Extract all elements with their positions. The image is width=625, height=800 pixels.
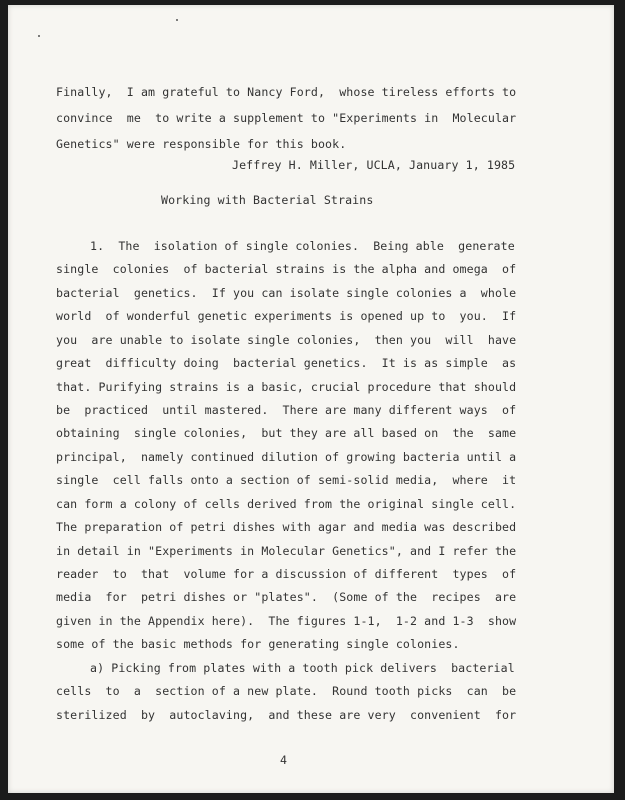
document-page — [8, 5, 614, 793]
body-line: The preparation of petri dishes with agar and media was described — [56, 520, 517, 534]
body-line: sterilized by autoclaving, and these are very convenient for — [56, 708, 517, 722]
body-line: some of the basic methods for generating single colonies. — [56, 637, 460, 651]
body-line: media for petri dishes or "plates". (Some of the recipes are — [56, 590, 517, 604]
body-line: in detail in "Experiments in Molecular Genetics", and I refer the — [56, 544, 517, 558]
body-line: principal, namely continued dilution of growing bacteria until a — [56, 450, 517, 464]
body-line: world of wonderful genetic experiments is opened up to you. If — [56, 309, 517, 323]
paper-speck — [38, 35, 40, 37]
paper-speck — [176, 19, 178, 21]
section-title: Working with Bacterial Strains — [161, 193, 374, 207]
body-line: can form a colony of cells derived from the original single cell. — [56, 497, 517, 511]
body-line: cells to a section of a new plate. Round tooth picks can be — [56, 684, 517, 698]
preface-line: Finally, I am grateful to Nancy Ford, whose tireless efforts to — [56, 85, 517, 99]
body-line: bacterial genetics. If you can isolate single colonies a whole — [56, 286, 517, 300]
body-line: given in the Appendix here). The figures 1-1, 1-2 and 1-3 show — [56, 614, 517, 628]
page-number: 4 — [280, 753, 288, 767]
body-line: 1. The isolation of single colonies. Being able generate — [90, 239, 515, 253]
body-line: be practiced until mastered. There are many different ways of — [56, 403, 517, 417]
body-line: great difficulty doing bacterial genetics. It is as simple as — [56, 356, 517, 370]
body-line: you are unable to isolate single colonies, then you will have — [56, 333, 517, 347]
body-line: single cell falls onto a section of semi-solid media, where it — [56, 473, 517, 487]
body-line: reader to that volume for a discussion of different types of — [56, 567, 517, 581]
preface-line: convince me to write a supplement to "Experiments in Molecular — [56, 111, 517, 125]
author-signature: Jeffrey H. Miller, UCLA, January 1, 1985 — [232, 158, 516, 172]
body-line: single colonies of bacterial strains is the alpha and omega of — [56, 262, 517, 276]
preface-line: Genetics" were responsible for this book. — [56, 137, 347, 151]
body-line: a) Picking from plates with a tooth pick delivers bacterial — [90, 661, 515, 675]
body-line: that. Purifying strains is a basic, crucial procedure that should — [56, 380, 517, 394]
body-line: obtaining single colonies, but they are all based on the same — [56, 426, 517, 440]
